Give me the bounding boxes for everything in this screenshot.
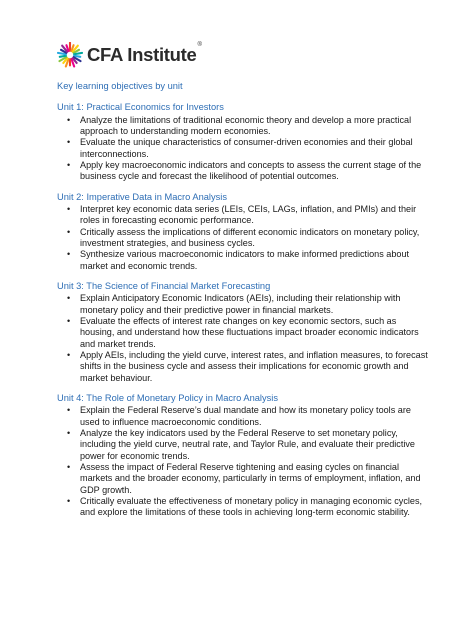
list-item: • Evaluate the effects of interest rate changes on key economic sectors, such as housing, and understand how these fluctuations impact broader economic indicators and market trends. xyxy=(67,316,419,349)
bullet-list xyxy=(57,293,429,384)
logo-ray xyxy=(60,56,66,57)
list-item: • Critically assess the implications of different economic indicators on monetary policy, investment strategies, and business cycles. xyxy=(67,226,420,248)
unit-heading: Unit 1: Practical Economics for Investors xyxy=(57,102,224,113)
unit-section xyxy=(57,281,429,384)
cfa-institute-logo xyxy=(57,40,202,70)
cfa-starburst-icon xyxy=(57,42,83,68)
list-item: • Apply key macroeconomic indicators and concepts to assess the current stage of the business cycle and forecast the likelihood of potential outcomes. xyxy=(67,159,422,182)
logo-wordmark: CFA Institute® xyxy=(87,42,202,65)
list-item: • Explain Anticipatory Economic Indicators (AEIs), including their relationship with monetary policy and their predictive power in financial markets. xyxy=(67,293,401,315)
unit-section xyxy=(57,192,429,272)
objectives-heading: Key learning objectives by unit xyxy=(57,81,183,91)
document-body xyxy=(57,81,429,528)
list-item: • Analyze the key indicators used by the Federal Reserve to set monetary policy, including the yield curve, neutral rate, and Taylor Rule, and evaluate their predictive power for economic trends. xyxy=(67,428,415,461)
logo-ray xyxy=(74,53,82,54)
list-item: • Interpret key economic data series (LEIs, CEIs, LAGs, inflation, and PMIs) and their roles in forecasting economic performance. xyxy=(67,203,417,226)
list-item: • Analyze the limitations of traditional economic theory and develop a more practical approach to understanding modern economies. xyxy=(67,114,412,136)
list-item: • Critically evaluate the effectiveness of monetary policy in managing economic cycles, and explore the limitations of these tools in achieving long-term economic stability. xyxy=(67,496,423,518)
unit-heading: Unit 4: The Role of Monetary Policy in Macro Analysis xyxy=(57,393,278,404)
unit-heading: Unit 3: The Science of Financial Market Forecasting xyxy=(57,281,271,292)
unit-section xyxy=(57,393,429,519)
list-item: • Evaluate the unique characteristics of consumer-driven economies and their global interconnections. xyxy=(67,137,413,159)
unit-section xyxy=(57,102,429,182)
bullet-list xyxy=(57,115,429,183)
unit-heading: Unit 2: Imperative Data in Macro Analysis xyxy=(57,191,227,202)
list-item: • Assess the impact of Federal Reserve tightening and easing cycles on financial markets and the broader economy, particularly in terms of employment, inflation, and GDP growth. xyxy=(67,462,421,495)
list-item: • Apply AEIs, including the yield curve, interest rates, and inflation measures, to forecast shifts in the business cycle and assess their implications for economic growth and market behaviour. xyxy=(67,350,428,383)
bullet-list xyxy=(57,204,429,272)
bullet-list xyxy=(57,405,429,518)
logo-ray xyxy=(74,56,80,57)
list-item: • Explain the Federal Reserve’s dual mandate and how its monetary policy tools are used to influence macroeconomic conditions. xyxy=(67,405,411,427)
list-item: • Synthesize various macroeconomic indicators to make informed predictions about market and economic trends. xyxy=(67,249,410,271)
